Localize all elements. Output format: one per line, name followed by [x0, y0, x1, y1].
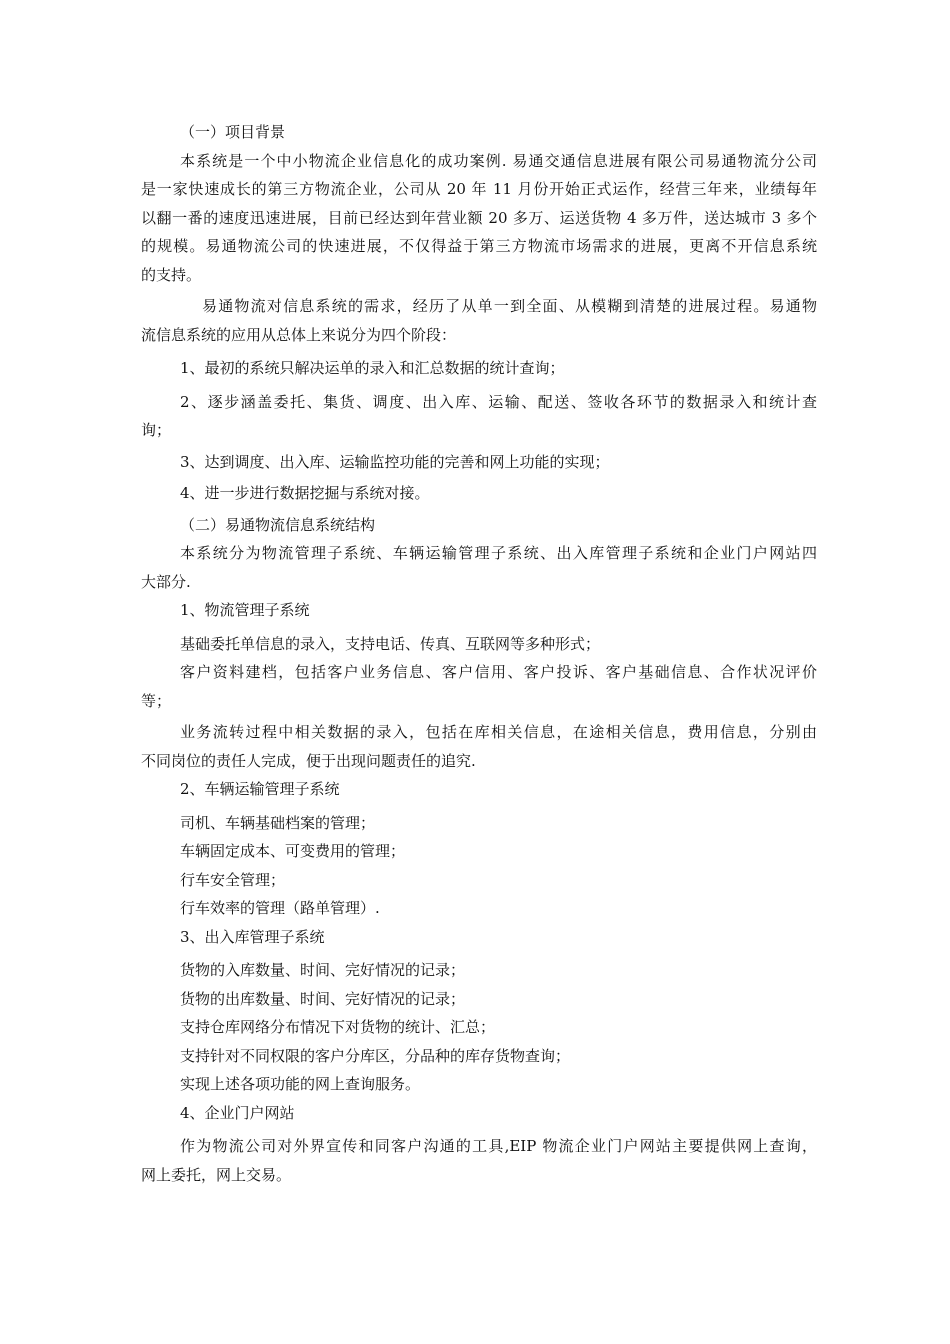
subsection-heading-vehicle: 2、车辆运输管理子系统	[180, 780, 340, 798]
paragraph-line: 以翻一番的速度迅速进展，目前已经达到年营业额 20 多万、运送货物 4 多万件，送达城市 3 多个	[141, 208, 817, 227]
paragraph-line: 本系统分为物流管理子系统、车辆运输管理子系统、出入库管理子系统和企业门户网站四	[180, 544, 817, 562]
logistics-item	[141, 658, 817, 715]
paragraph-portal	[141, 1132, 817, 1189]
logistics-item	[141, 718, 817, 775]
paragraph-line: 是一家快速成长的第三方物流企业，公司从 20 年 11 月份开始正式运作，经营三年来，业绩每年	[141, 180, 817, 198]
paragraph-system-needs	[141, 292, 817, 349]
warehouse-item: 货物的出库数量、时间、完好情况的记录；	[180, 989, 466, 1008]
stage-item-1: 1、最初的系统只解决运单的录入和汇总数据的统计查询；	[180, 359, 565, 377]
subsection-heading-warehouse: 3、出入库管理子系统	[180, 927, 325, 946]
stage-item-2	[141, 388, 817, 445]
paragraph-line: 大部分.	[141, 572, 191, 591]
paragraph-line: 业务流转过程中相关数据的录入，包括在库相关信息，在途相关信息，费用信息，分别由	[180, 723, 817, 741]
document-body	[141, 118, 817, 1189]
paragraph-project-background	[141, 147, 817, 290]
paragraph-line: 2、逐步涵盖委托、集货、调度、出入库、运输、配送、签收各环节的数据录入和统计查	[180, 392, 817, 411]
section-heading-background: （一）项目背景	[180, 123, 286, 141]
warehouse-item: 实现上述各项功能的网上查询服务。	[180, 1075, 421, 1093]
paragraph-line: 的支持。	[141, 265, 202, 284]
warehouse-item: 支持仓库网络分布情况下对货物的统计、汇总；	[180, 1018, 496, 1036]
paragraph-line: 客户资料建档，包括客户业务信息、客户信用、客户投诉、客户基础信息、合作状况评价	[180, 663, 817, 681]
section-heading-structure: （二）易通物流信息系统结构	[180, 515, 376, 534]
vehicle-item: 车辆固定成本、可变费用的管理；	[180, 842, 406, 860]
paragraph-line: 易通物流对信息系统的需求，经历了从单一到全面、从模糊到清楚的进展过程。易通物	[202, 297, 817, 315]
warehouse-item: 货物的入库数量、时间、完好情况的记录；	[180, 961, 466, 979]
paragraph-line: 作为物流公司对外界宣传和同客户沟通的工具,EIP 物流企业门户网站主要提供网上查询，	[180, 1137, 817, 1155]
paragraph-line: 网上委托，网上交易。	[141, 1165, 292, 1184]
logistics-item: 基础委托单信息的录入，支持电话、传真、互联网等多种形式；	[180, 634, 601, 653]
paragraph-line: 等；	[141, 691, 172, 710]
paragraph-line: 询；	[141, 421, 172, 439]
subsection-heading-portal: 4、企业门户网站	[180, 1103, 295, 1122]
vehicle-item: 行车安全管理；	[180, 870, 286, 889]
stage-item-4: 4、进一步进行数据挖掘与系统对接。	[180, 484, 430, 502]
vehicle-item: 行车效率的管理（路单管理）.	[180, 899, 380, 917]
stage-item-3: 3、达到调度、出入库、运输监控功能的完善和网上功能的实现；	[180, 452, 610, 471]
paragraph-line: 不同岗位的责任人完成，便于出现问题责任的追究.	[141, 751, 476, 770]
paragraph-line: 本系统是一个中小物流企业信息化的成功案例. 易通交通信息进展有限公司易通物流分公司	[180, 151, 817, 170]
warehouse-item: 支持针对不同权限的客户分库区，分品种的库存货物查询；	[180, 1046, 571, 1065]
paragraph-line: 流信息系统的应用从总体上来说分为四个阶段：	[141, 325, 457, 344]
paragraph-line: 的规模。易通物流公司的快速进展，不仅得益于第三方物流市场需求的进展，更离不开信息系统	[141, 237, 817, 255]
paragraph-system-parts	[141, 539, 817, 596]
subsection-heading-logistics: 1、物流管理子系统	[180, 601, 310, 619]
vehicle-item: 司机、车辆基础档案的管理；	[180, 813, 376, 832]
